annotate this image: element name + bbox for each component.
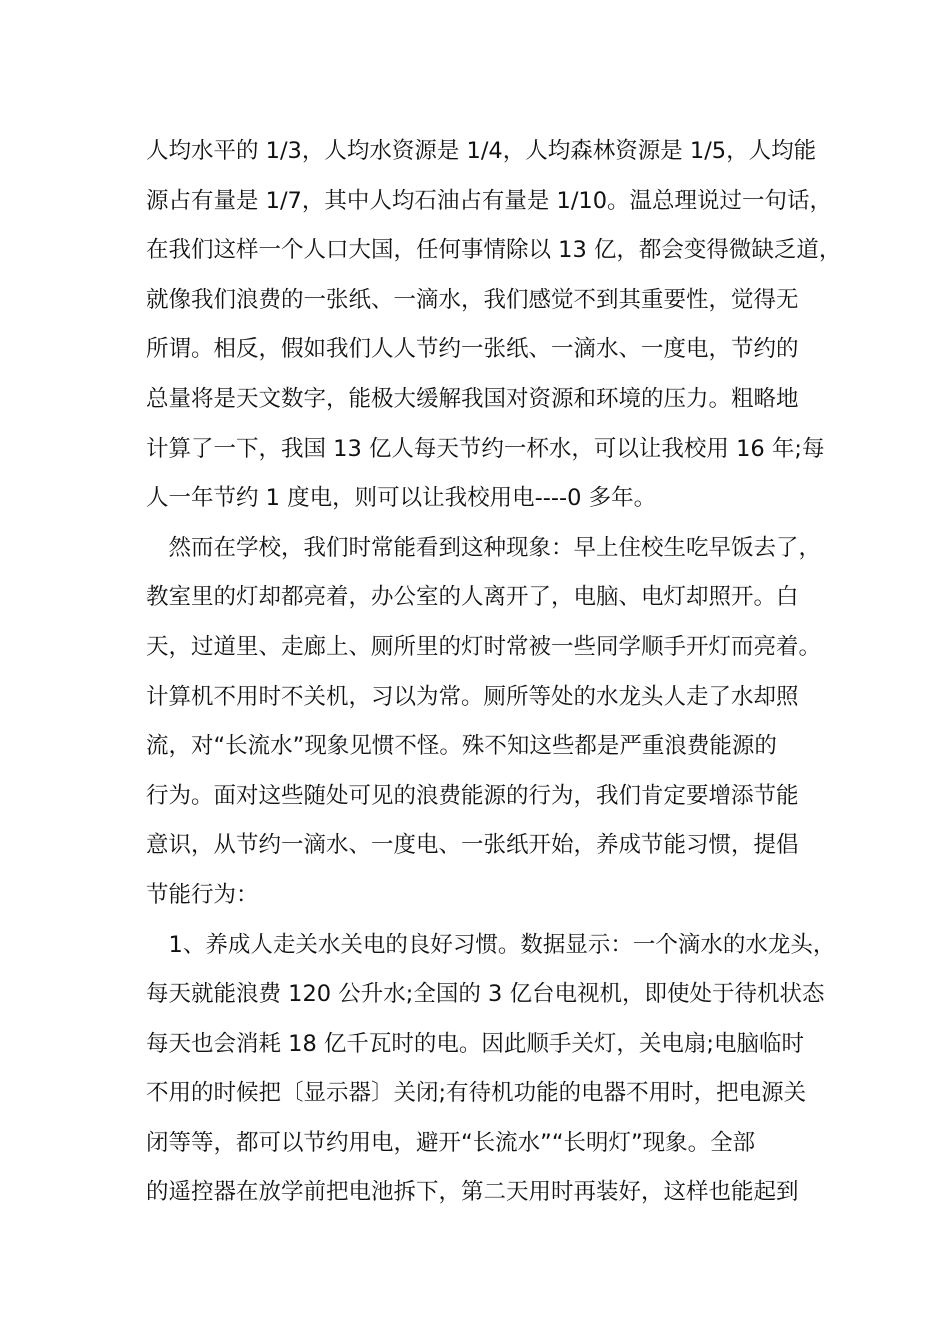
text-line: 闭等等，都可以节约用电，避开“长流水”“长明灯”现象。全部 <box>146 1129 756 1156</box>
text-line: 人一年节约 1 度电，则可以让我校用电----0 多年。 <box>146 485 657 512</box>
text-line: 每天就能浪费 120 公升水;全国的 3 亿台电视机，即使处于待机状态 <box>146 981 825 1008</box>
text-line: 1、养成人走关水关电的良好习惯。数据显示：一个滴水的水龙头， <box>146 931 836 958</box>
text-line: 不用的时候把〔显示器〕关闭;有待机功能的电器不用时，把电源关 <box>146 1080 807 1107</box>
text-line: 在我们这样一个人口大国，任何事情除以 13 亿，都会变得微缺乏道， <box>146 237 842 264</box>
text-line: 然而在学校，我们时常能看到这种现象：早上住校生吃早饭去了， <box>146 534 822 561</box>
text-line: 节能行为： <box>146 881 259 908</box>
text-line: 每天也会消耗 18 亿千瓦时的电。因此顺手关灯，关电扇;电脑临时 <box>146 1030 805 1057</box>
text-line: 所谓。相反，假如我们人人节约一张纸、一滴水、一度电，节约的 <box>146 336 799 363</box>
text-line: 计算机不用时不关机，习以为常。厕所等处的水龙头人走了水却照 <box>146 683 799 710</box>
text-line: 意识，从节约一滴水、一度电、一张纸开始，养成节能习惯，提倡 <box>146 832 799 859</box>
text-line: 总量将是天文数字，能极大缓解我国对资源和环境的压力。粗略地 <box>146 385 799 412</box>
text-line: 就像我们浪费的一张纸、一滴水，我们感觉不到其重要性，觉得无 <box>146 286 799 313</box>
text-line: 的遥控器在放学前把电池拆下，第二天用时再装好，这样也能起到 <box>146 1179 799 1206</box>
text-line: 行为。面对这些随处可见的浪费能源的行为，我们肯定要增添节能 <box>146 782 799 809</box>
text-line: 教室里的灯却都亮着，办公室的人离开了，电脑、电灯却照开。白 <box>146 584 799 611</box>
text-line: 源占有量是 1/7，其中人均石油占有量是 1/10。温总理说过一句话， <box>146 187 833 214</box>
text-line: 人均水平的 1/3，人均水资源是 1/4，人均森林资源是 1/5，人均能 <box>146 138 817 164</box>
text-line: 天，过道里、走廊上、厕所里的灯时常被一些同学顺手开灯而亮着。 <box>146 633 822 660</box>
text-line: 流，对“长流水”现象见惯不怪。殊不知这些都是严重浪费能源的 <box>146 733 777 760</box>
document-body <box>146 127 842 1218</box>
text-line: 计算了一下，我国 13 亿人每天节约一杯水，可以让我校用 16 年;每 <box>146 435 825 462</box>
